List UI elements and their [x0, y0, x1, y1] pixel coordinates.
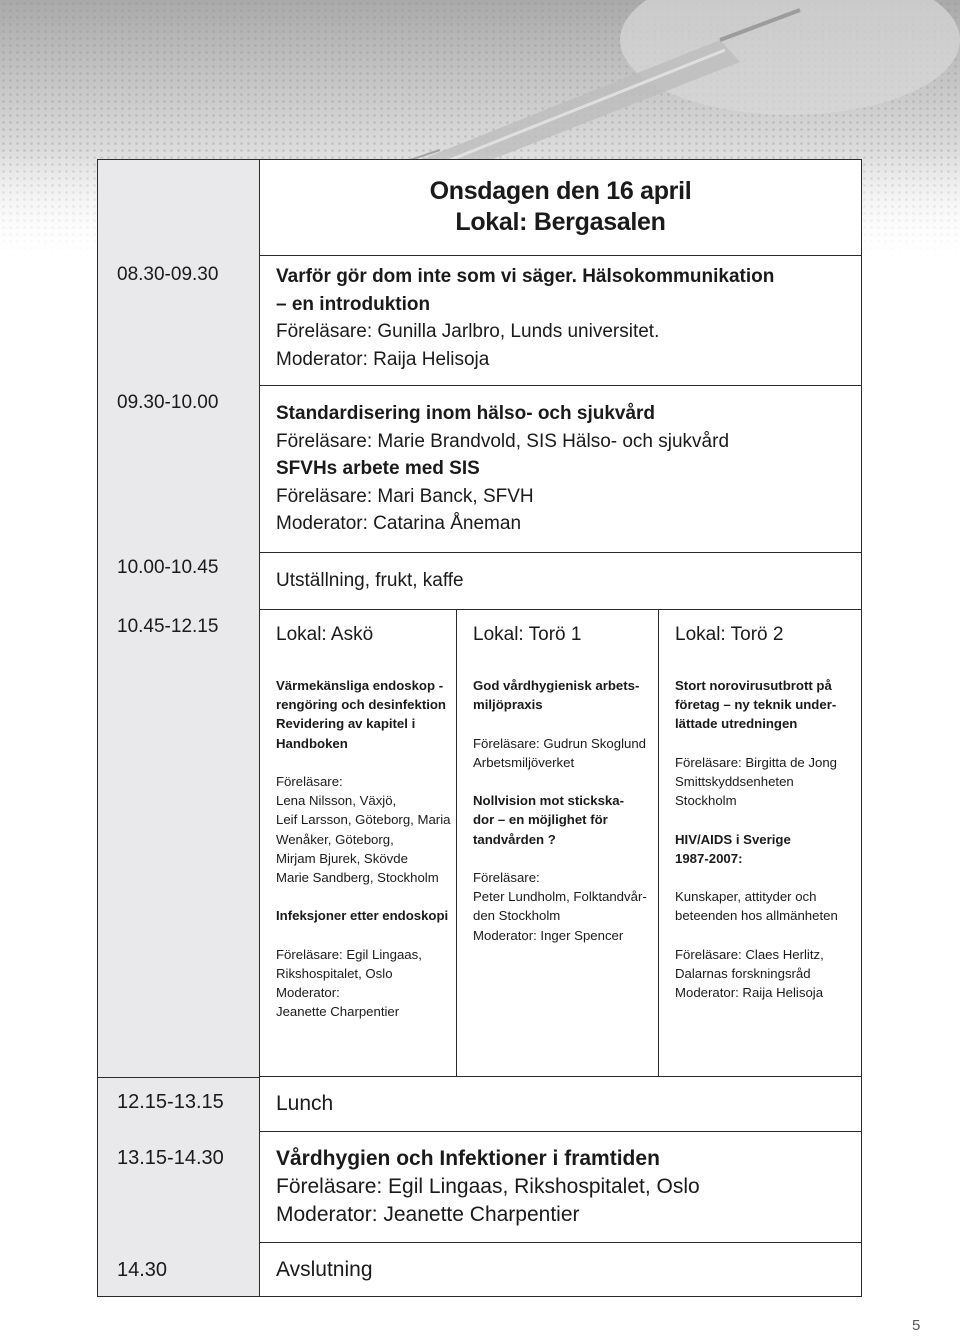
session-detail: Wenåker, Göteborg,	[276, 831, 394, 847]
room-sessions	[473, 676, 654, 945]
moderator: Moderator: Jeanette Charpentier	[276, 1203, 580, 1226]
session-title: rengöring och desinfektion	[276, 697, 446, 713]
session-title: Utställning, frukt, kaffe	[276, 570, 464, 591]
time-column-afternoon	[98, 1077, 259, 1296]
moderator: Moderator: Raija Helisoja	[276, 348, 490, 370]
slot-time: 14.30	[117, 1259, 168, 1281]
session-detail: Mirjam Bjurek, Skövde	[276, 850, 408, 866]
session-title: Standardisering inom hälso- och sjukvård	[276, 403, 656, 424]
session-detail: Moderator: Raija Helisoja	[675, 985, 824, 1001]
session-title: lättade utredningen	[675, 716, 798, 732]
session-title: 1987-2007:	[675, 850, 743, 866]
session-title: miljöpraxis	[473, 697, 543, 713]
slot-row	[259, 1243, 861, 1296]
session-detail: Rikshospitalet, Oslo	[276, 966, 393, 981]
line-gap	[675, 810, 857, 829]
session-detail: Kunskaper, attityder och	[675, 889, 817, 905]
schedule-table	[97, 159, 862, 1297]
session-detail: Föreläsare:	[276, 774, 343, 789]
session-detail: den Stockholm	[473, 908, 561, 924]
session-detail: Leif Larsson, Göteborg, Maria	[276, 812, 451, 828]
slot-row	[259, 553, 861, 610]
room-name: Lokal: Askö	[276, 624, 374, 645]
parallel-sessions	[259, 610, 861, 1077]
slot-time: 13.15-14.30	[117, 1147, 224, 1169]
session-detail: Föreläsare: Birgitta de Jong	[675, 754, 837, 770]
day-title: Onsdagen den 16 april	[429, 177, 692, 205]
session-detail: Smittskyddsenheten	[675, 774, 794, 789]
session-title: God vårdhygienisk arbets-	[473, 678, 640, 693]
session-detail: Föreläsare: Egil Lingaas,	[276, 946, 422, 962]
line-gap	[276, 753, 452, 772]
room-name: Lokal: Torö 2	[675, 624, 784, 645]
time-column-header-blank	[98, 160, 259, 256]
session-title: HIV/AIDS i Sverige	[675, 831, 791, 847]
session-title: Varför gör dom inte som vi säger. Hälsokommunikation	[276, 266, 775, 287]
session-detail: beteenden hos allmänheten	[675, 908, 838, 924]
session-title: tandvården ?	[473, 831, 556, 847]
room-sessions	[675, 676, 857, 1002]
schedule-header	[259, 160, 861, 256]
time-column-morning	[98, 256, 259, 607]
session-title: Lunch	[276, 1092, 334, 1115]
line-gap	[675, 926, 857, 945]
session-detail: Jeanette Charpentier	[276, 1004, 400, 1020]
session-title: Nollvision mot stickska-	[473, 793, 624, 809]
session-title: företag – ny teknik under-	[675, 697, 837, 713]
speaker: Föreläsare: Egil Lingaas, Rikshospitalet, Oslo	[276, 1175, 700, 1198]
session-title: – en introduktion	[276, 293, 431, 315]
speaker: Föreläsare: Gunilla Jarlbro, Lunds universitet.	[276, 321, 660, 342]
speaker: Föreläsare: Mari Banck, SFVH	[276, 485, 534, 507]
session-title: SFVHs arbete med SIS	[276, 458, 480, 479]
slot-row	[259, 256, 861, 386]
line-gap	[473, 714, 654, 733]
slot-time: 09.30-10.00	[117, 392, 219, 413]
session-detail: Dalarnas forskningsråd	[675, 965, 811, 981]
moderator: Moderator: Catarina Åneman	[276, 513, 522, 534]
line-gap	[675, 734, 857, 753]
slot-row	[259, 1132, 861, 1243]
session-title: Revidering av kapitel i	[276, 716, 416, 732]
session-title: Stort norovirusutbrott på	[675, 678, 832, 693]
session-title: Handboken	[276, 735, 348, 751]
session-detail: Föreläsare:	[473, 869, 540, 885]
session-detail: Arbetsmiljöverket	[473, 754, 575, 770]
time-column-parallel	[98, 607, 259, 1078]
session-title: Infeksjoner etter endoskopi	[276, 908, 449, 924]
session-detail: Föreläsare: Gudrun Skoglund	[473, 735, 647, 751]
session-detail: Moderator:	[276, 985, 340, 1001]
room-column-toro1	[456, 610, 658, 1076]
session-detail: Moderator: Inger Spencer	[473, 927, 624, 943]
line-gap	[276, 926, 452, 945]
slot-time: 08.30-09.30	[117, 264, 219, 285]
session-detail: Föreläsare: Claes Herlitz,	[675, 946, 824, 962]
slot-time: 12.15-13.15	[117, 1091, 224, 1113]
venue-title: Lokal: Bergasalen	[455, 208, 666, 236]
room-column-asko	[260, 610, 456, 1076]
line-gap	[675, 868, 857, 887]
line-gap	[276, 887, 452, 906]
session-detail: Peter Lundholm, Folktandvår-	[473, 889, 647, 905]
room-name: Lokal: Torö 1	[473, 624, 582, 645]
session-title: Vårdhygien och Infektioner i framtiden	[276, 1147, 660, 1170]
slot-time: 10.00-10.45	[117, 557, 219, 578]
room-column-toro2	[658, 610, 861, 1076]
slot-row	[259, 386, 861, 553]
session-title: Avslutning	[276, 1258, 373, 1281]
line-gap	[473, 849, 654, 868]
session-detail: Marie Sandberg, Stockholm	[276, 870, 439, 886]
slot-time: 10.45-12.15	[117, 616, 219, 637]
line-gap	[473, 772, 654, 791]
slot-row	[259, 1077, 861, 1132]
speaker: Föreläsare: Marie Brandvold, SIS Hälso- och sjukvård	[276, 430, 730, 452]
session-title: dor – en möjlighet för	[473, 812, 608, 828]
session-detail: Lena Nilsson, Växjö,	[276, 793, 397, 809]
session-detail: Stockholm	[675, 793, 737, 809]
room-sessions	[276, 676, 452, 1022]
page-number: 5	[912, 1317, 921, 1334]
session-title: Värmekänsliga endoskop -	[276, 678, 444, 693]
